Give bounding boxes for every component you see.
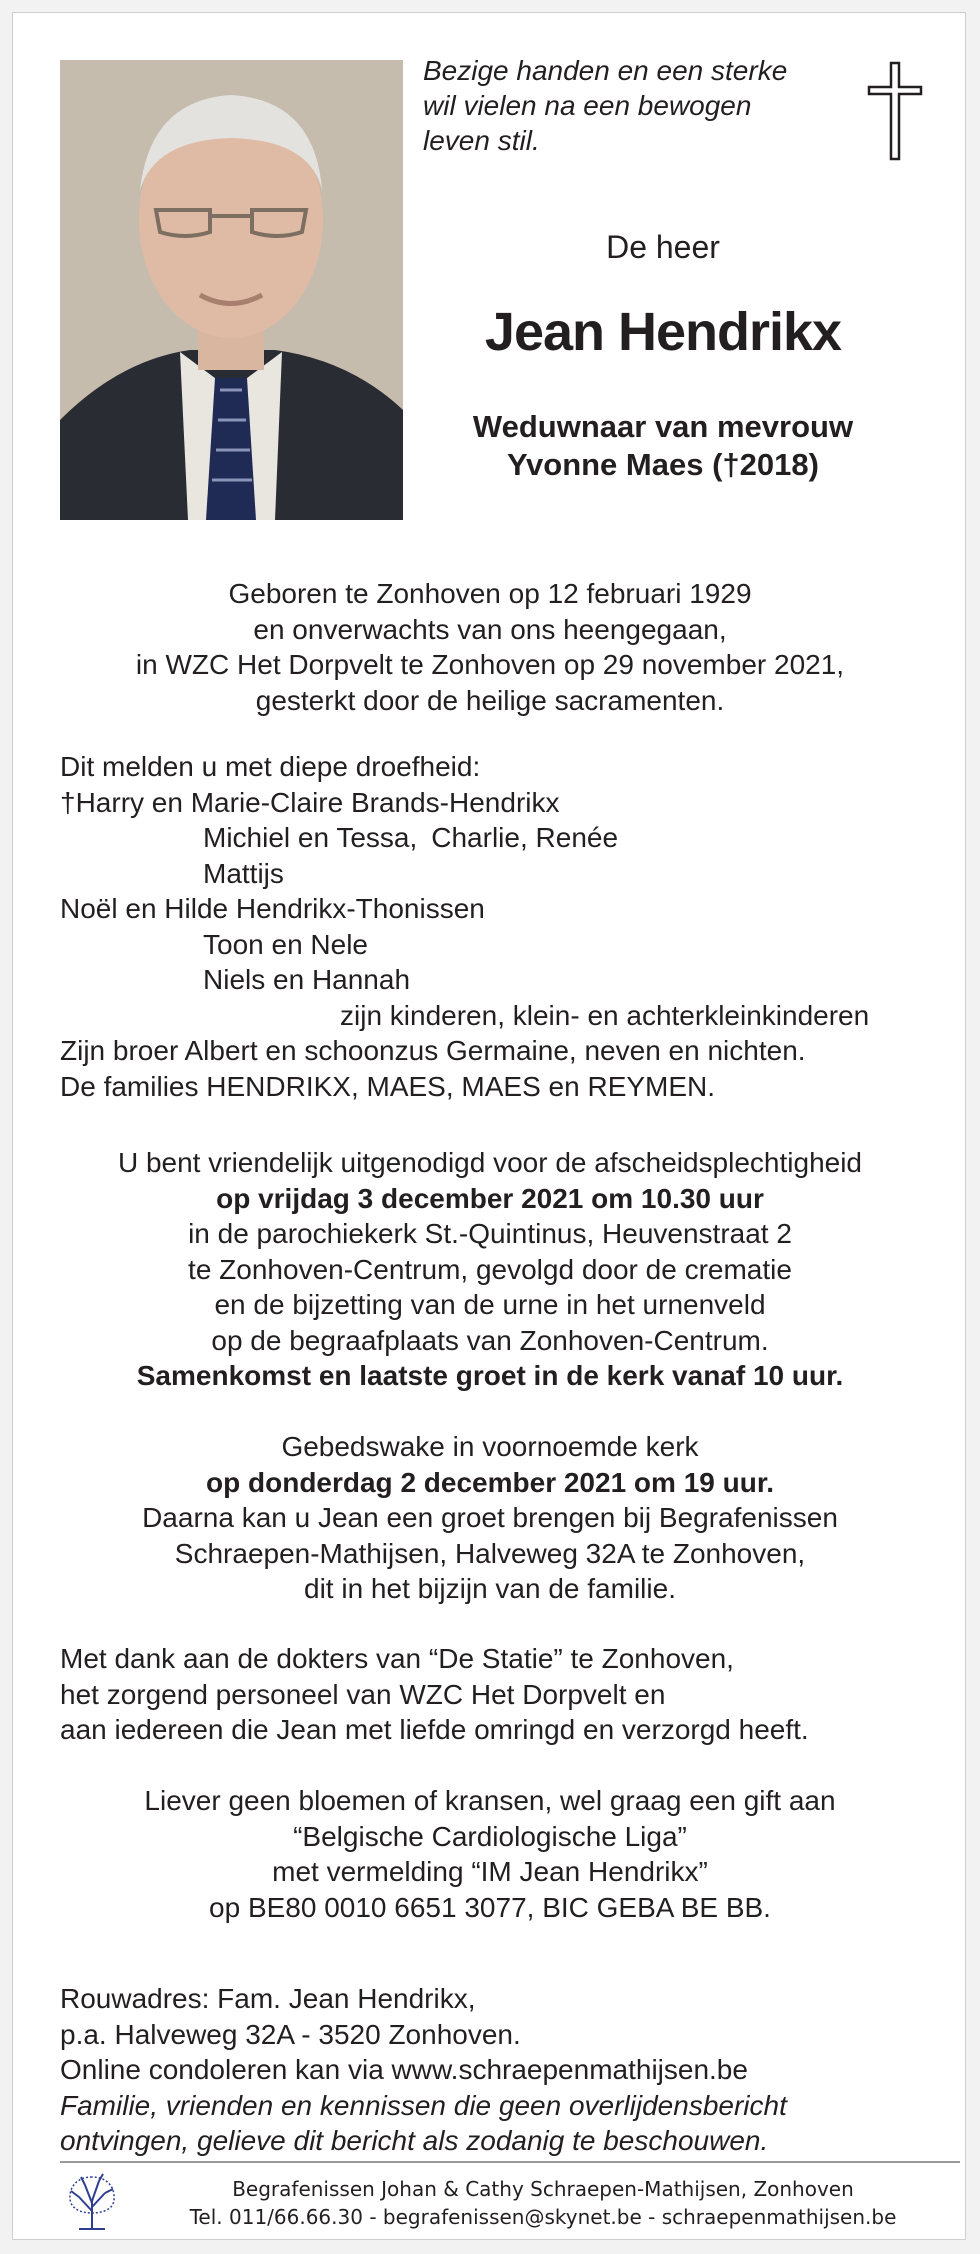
notice-line: Familie, vrienden en kennissen die geen overlijdensbericht (60, 2089, 787, 2121)
ceremony-date: op vrijdag 3 december 2021 om 10.30 uur (216, 1182, 764, 1214)
family-line (60, 820, 940, 856)
portrait-photo (60, 60, 403, 520)
birth-death-section (13, 576, 967, 718)
vigil-section (13, 1429, 967, 1607)
thanks-section (60, 1641, 940, 1748)
family-line: Niels en Hannah (203, 964, 411, 995)
gathering-notice: Samenkomst en laatste groet in de kerk vanaf 10 uur. (136, 1360, 844, 1391)
family-line: Noël en Hilde Hendrikx-Thonissen (60, 893, 485, 924)
salutation: De heer (606, 229, 720, 265)
quote-line: wil vielen na een bewogen (423, 90, 752, 121)
family-intro: Dit melden u met diepe droefheid: (60, 751, 481, 782)
ceremony-line: op de begraafplaats van Zonhoven-Centrum. (211, 1324, 769, 1356)
donation-line: Liever geen bloemen of kransen, wel graag een gift aan (144, 1785, 836, 1816)
vigil-line: dit in het bijzijn van de familie. (304, 1573, 676, 1604)
funeral-home-footer (121, 2175, 965, 2231)
vigil-line: Daarna kan u Jean een groet brengen bij Begrafenissen (142, 1502, 838, 1533)
thanks-line: aan iedereen die Jean met liefde omringd en verzorgd heeft. (60, 1714, 809, 1745)
latin-cross-icon (867, 61, 923, 161)
quote-line: Bezige handen en een sterke (423, 55, 788, 86)
family-line: Toon en Nele (203, 928, 369, 960)
donation-iban: op BE80 0010 6651 3077, BIC GEBA BE BB. (209, 1891, 771, 1923)
thanks-line: Met dank aan de dokters van “De Statie” te Zonhoven, (60, 1643, 734, 1674)
birth-line: Geboren te Zonhoven op 12 februari 1929 (228, 578, 752, 609)
notice-line: ontvingen, gelieve dit bericht als zodanig te beschouwen. (60, 2125, 769, 2156)
ceremony-line: en de bijzetting van de urne in het urnenveld (214, 1289, 766, 1320)
grandchild-pair: Michiel en Tessa, (203, 822, 418, 853)
tree-logo-icon (65, 2171, 119, 2231)
memorial-quote (423, 53, 843, 158)
ceremony-section (13, 1145, 967, 1394)
footer-divider (60, 2161, 960, 2163)
donation-line: “Belgische Cardiologische Liga” (293, 1820, 687, 1852)
family-line: †Harry en Marie-Claire Brands-Hendrikx (60, 786, 560, 818)
birth-line: en onverwachts van ons heengegaan, (253, 613, 727, 645)
funeral-home-contact: Tel. 011/66.66.30 - begrafenissen@skynet.be - schraepenmathijsen.be (189, 2205, 897, 2229)
widow-line: Weduwnaar van mevrouw (472, 409, 854, 444)
address-line: Rouwadres: Fam. Jean Hendrikx, (60, 1983, 476, 2014)
birth-line: in WZC Het Dorpvelt te Zonhoven op 29 november 2021, (135, 649, 845, 680)
quote-line: leven stil. (423, 125, 540, 156)
family-line: zijn kinderen, klein- en achterkleinkinderen (340, 999, 870, 1031)
funeral-home-name: Begrafenissen Johan & Cathy Schraepen-Mathijsen, Zonhoven (232, 2177, 854, 2201)
condolence-link-line[interactable]: Online condoleren kan via www.schraepenmathijsen.be (60, 2054, 748, 2085)
grandchild-pair: Charlie, Renée (431, 822, 619, 853)
vigil-date: op donderdag 2 december 2021 om 19 uur. (206, 1466, 774, 1498)
family-line: Mattijs (203, 857, 284, 889)
deceased-name: Jean Hendrikx (484, 302, 842, 362)
address-section (60, 1981, 940, 2159)
donation-line: met vermelding “IM Jean Hendrikx” (272, 1856, 708, 1887)
family-line: Zijn broer Albert en schoonzus Germaine, neven en nichten. (60, 1035, 806, 1066)
widow-line: Yvonne Maes (†2018) (507, 447, 819, 482)
ceremony-line: te Zonhoven-Centrum, gevolgd door de crematie (188, 1253, 792, 1285)
donation-section (13, 1783, 967, 1925)
address-line: p.a. Halveweg 32A - 3520 Zonhoven. (60, 2018, 521, 2050)
birth-line: gesterkt door de heilige sacramenten. (255, 684, 725, 716)
ceremony-line: U bent vriendelijk uitgenodigd voor de afscheidsplechtigheid (117, 1147, 863, 1178)
widow-of (423, 408, 903, 484)
thanks-line: het zorgend personeel van WZC Het Dorpvelt en (60, 1678, 666, 1710)
family-section (60, 749, 940, 1104)
vigil-line: Schraepen-Mathijsen, Halveweg 32A te Zonhoven, (174, 1537, 806, 1569)
ceremony-line: in de parochiekerk St.-Quintinus, Heuvenstraat 2 (188, 1218, 792, 1249)
obituary-card (12, 12, 966, 2240)
vigil-line: Gebedswake in voornoemde kerk (281, 1431, 699, 1462)
family-line: De families HENDRIKX, MAES, MAES en REYMEN. (60, 1070, 716, 1102)
